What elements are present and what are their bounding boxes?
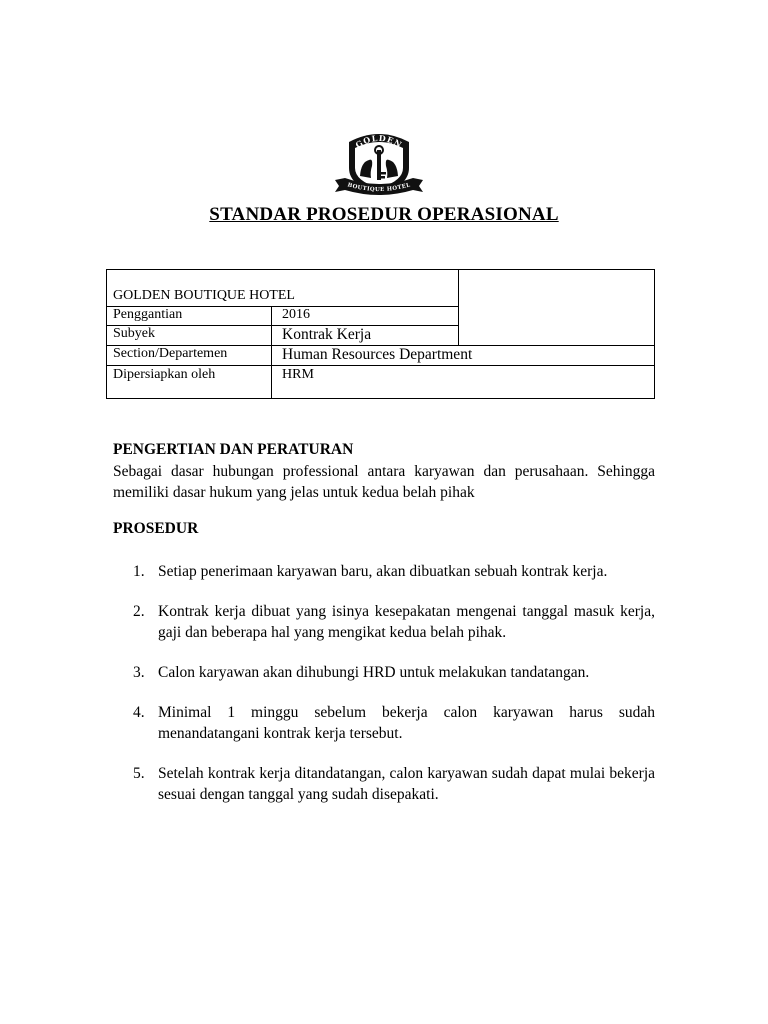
prepared-by-label: Dipersiapkan oleh: [113, 367, 216, 382]
subject-value: Kontrak Kerja: [282, 326, 372, 343]
item-text: Setelah kontrak kerja ditandatangan, calon karyawan sudah dapat mulai bekerja sesuai dengan tanggal yang sudah disepakati.: [158, 765, 655, 803]
item-text: Calon karyawan akan dihubungi HRD untuk melakukan tandatangan.: [158, 664, 590, 681]
item-text: Setiap penerimaan karyawan baru, akan dibuatkan sebuah kontrak kerja.: [158, 563, 608, 580]
definition-heading: PENGERTIAN DAN PERATURAN: [113, 441, 354, 458]
document-title: STANDAR PROSEDUR OPERASIONAL: [209, 204, 559, 225]
item-number: 4.: [133, 704, 145, 721]
replacement-label: Penggantian: [113, 307, 183, 322]
item-number: 5.: [133, 765, 145, 782]
item-number: 3.: [133, 664, 145, 681]
prepared-by-value: HRM: [282, 367, 314, 382]
item-text: Kontrak kerja dibuat yang isinya kesepakatan mengenai tanggal masuk kerja, gaji dan beberapa hal yang mengikat kedua belah pihak.: [158, 603, 655, 641]
item-number: 1.: [133, 563, 145, 580]
item-number: 2.: [133, 603, 145, 620]
header-table: [106, 269, 655, 399]
hotel-name: GOLDEN BOUTIQUE HOTEL: [113, 288, 295, 303]
procedure-heading: PROSEDUR: [113, 520, 199, 537]
crest-icon: [333, 128, 425, 198]
svg-text:GOLDEN: GOLDEN: [353, 132, 405, 150]
replacement-value: 2016: [282, 307, 310, 322]
subject-label: Subyek: [113, 326, 155, 341]
hotel-logo: [333, 128, 425, 198]
department-label: Section/Departemen: [113, 346, 228, 361]
department-value: Human Resources Department: [282, 346, 473, 363]
definition-text: Sebagai dasar hubungan professional antara karyawan dan perusahaan. Sehingga memiliki dasar hukum yang jelas untuk kedua belah pihak: [113, 463, 655, 501]
item-text: Minimal 1 minggu sebelum bekerja calon karyawan harus sudah menandatangani kontrak kerja tersebut.: [158, 704, 655, 742]
svg-text:BOUTIQUE HOTEL: BOUTIQUE HOTEL: [346, 182, 412, 194]
